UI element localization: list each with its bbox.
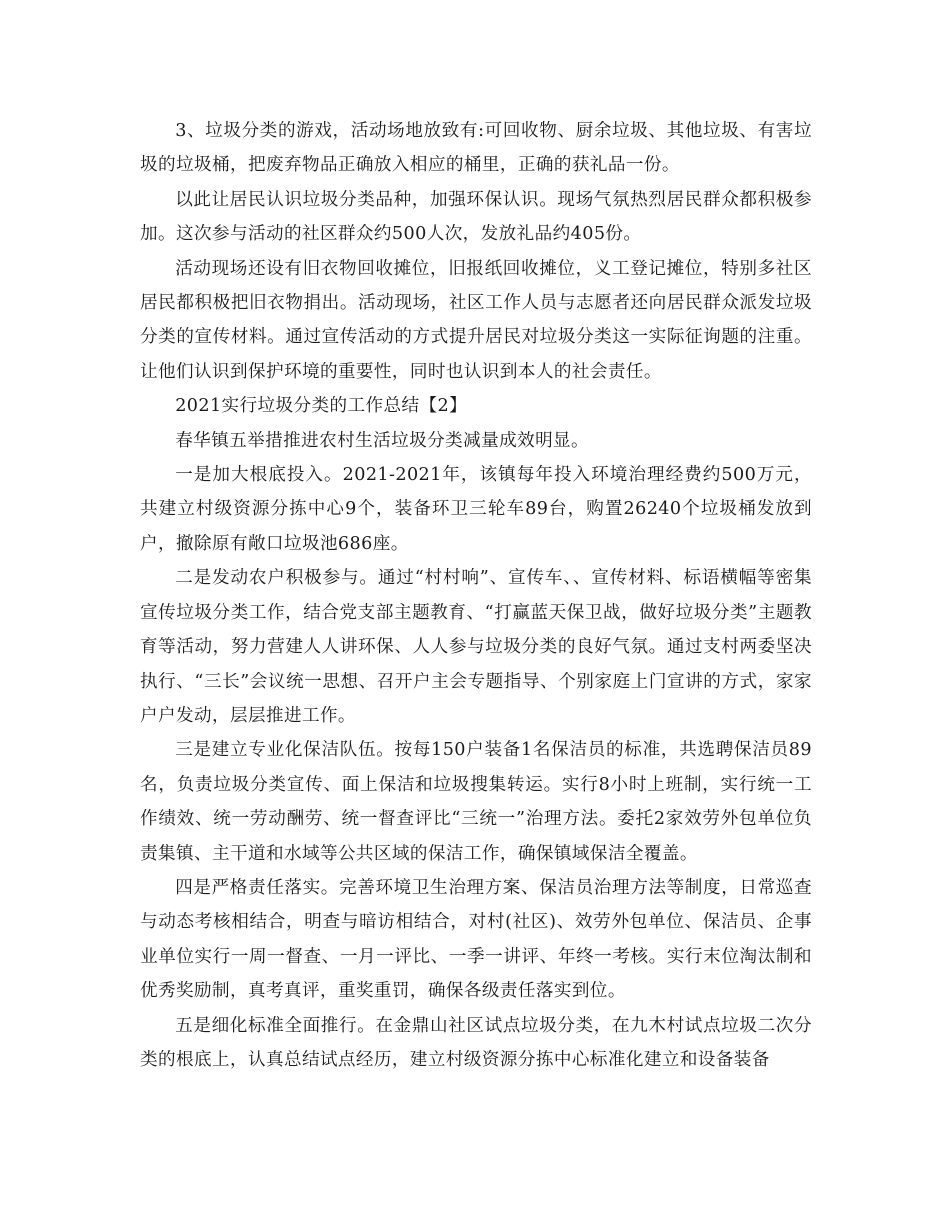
paragraph-participation: 以此让居民认识垃圾分类品种，加强环保认识。现场气氛热烈居民群众都积极参加。这次参与活动的社区群众约500人次，发放礼品约405份。: [140, 189, 812, 245]
paragraph-measure-3: 三是建立专业化保洁队伍。按每150户装备1名保洁员的标准，共选聘保洁员89名，负责垃圾分类宣传、面上保洁和垃圾搜集转运。实行8小时上班制，实行统一工作绩效、统一劳动酬劳、统一督查评比“三统一”治理方法。委托2家效劳外包单位负责集镇、主干道和水域等公共区域的保洁工作，确保镇域保洁全覆盖。: [140, 740, 812, 864]
paragraph-measure-1: 一是加大根底投入。2021-2021年，该镇每年投入环境治理经费约500万元，共建立村级资源分拣中心9个，装备环卫三轮车89台，购置26240个垃圾桶发放到户，撤除原有敞口垃圾池686座。: [140, 465, 812, 554]
document-body: [140, 114, 812, 1077]
paragraph-intro: 春华镇五举措推进农村生活垃圾分类减量成效明显。: [175, 430, 590, 451]
paragraph-game: 3、垃圾分类的游戏，活动场地放致有:可回收物、厨余垃圾、其他垃圾、有害垃圾的垃圾桶，把废弃物品正确放入相应的桶里，正确的获礼品一份。: [140, 121, 812, 176]
section-heading: 2021实行垃圾分类的工作总结【2】: [175, 396, 468, 417]
paragraph-recycling-booths: 活动现场还设有旧衣物回收摊位，旧报纸回收摊位，义工登记摊位，特别多社区居民都积极把旧衣物捐出。活动现场，社区工作人员与志愿者还向居民群众派发垃圾分类的宣传材料。通过宣传活动的方式提升居民对垃圾分类这一实际征询题的注重。让他们认识到保护环境的重要性，同时也认识到本人的社会责任。: [140, 258, 812, 382]
paragraph-measure-2: 二是发动农户积极参与。通过“村村响”、宣传车、、宣传材料、标语横幅等密集宣传垃圾分类工作，结合党支部主题教育、“打赢蓝天保卫战，做好垃圾分类”主题教育等活动，努力营建人人讲环保、人人参与垃圾分类的良好气氛。通过支村两委坚决执行、“三长”会议统一思想、召开户主会专题指导、个别家庭上门宣讲的方式，家家户户发动，层层推进工作。: [140, 568, 812, 726]
paragraph-measure-4: 四是严格责任落实。完善环境卫生治理方案、保洁员治理方法等制度，日常巡查与动态考核相结合，明查与暗访相结合，对村(社区)、效劳外包单位、保洁员、企事业单位实行一周一督查、一月一评比、一季一讲评、年终一考核。实行末位淘汰制和优秀奖励制，真考真评，重奖重罚，确保各级责任落实到位。: [140, 877, 812, 1002]
paragraph-measure-5: 五是细化标准全面推行。在金鼎山社区试点垃圾分类，在九木村试点垃圾二次分类的根底上，认真总结试点经历，建立村级资源分拣中心标准化建立和设备装备: [140, 1015, 812, 1070]
